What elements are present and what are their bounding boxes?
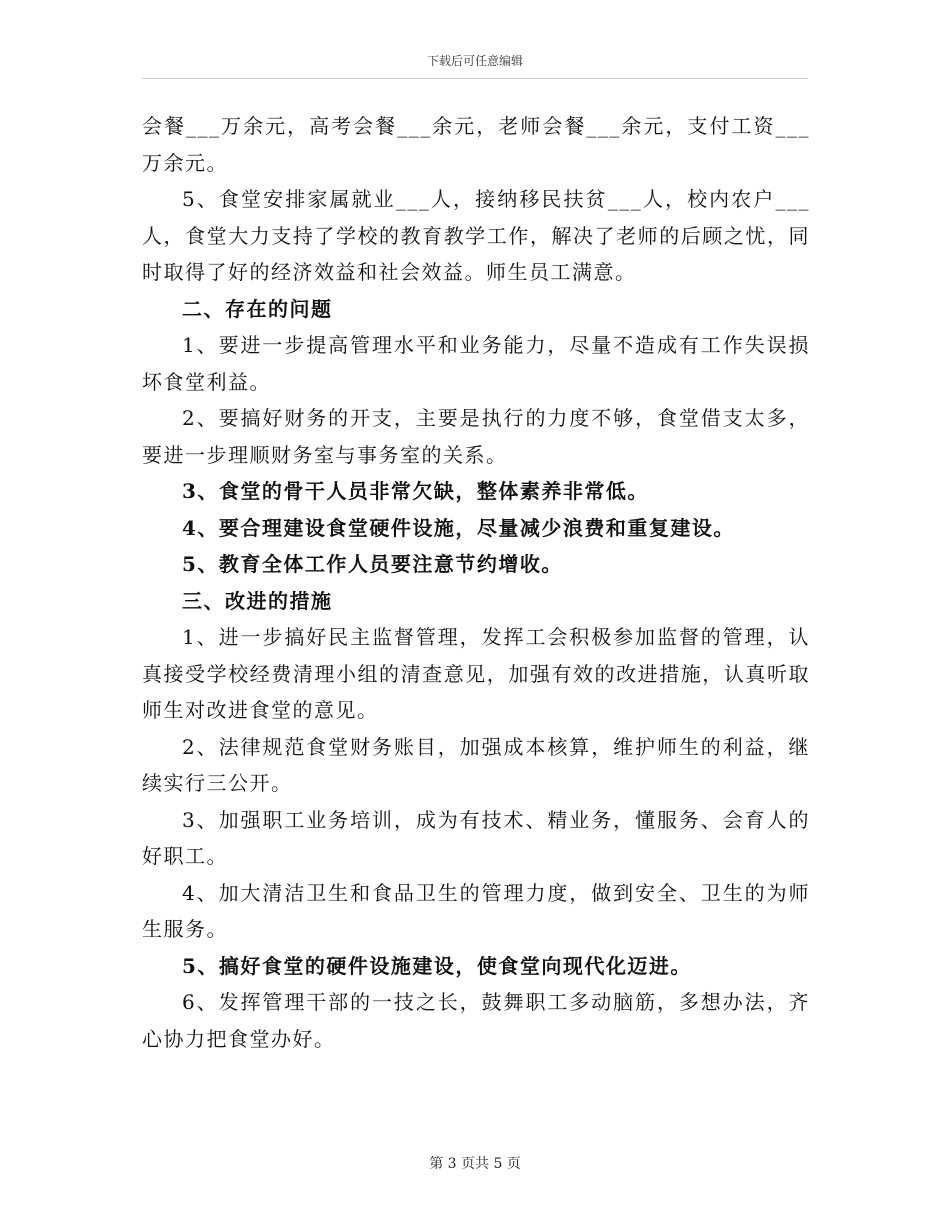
section-heading-measures: 三、改进的措施	[182, 588, 333, 613]
paragraph-measure-4: 4、加大清洁卫生和食品卫生的管理力度，做到安全、卫生的为师生服务。	[142, 880, 810, 941]
paragraph-measure-3: 3、加强职工业务培训，成为有技术、精业务，懂服务、会育人的好职工。	[142, 807, 810, 868]
paragraph-1: 会餐___万余元，高考会餐___余元，老师会餐___余元，支付工资___万余元。	[142, 114, 810, 175]
header-divider	[142, 78, 808, 79]
paragraph-measure-5: 5、搞好食堂的硬件设施建设，使食堂向现代化迈进。	[182, 953, 692, 978]
paragraph-problem-2: 2、要搞好财务的开支，主要是执行的力度不够，食堂借支太多，要进一步理顺财务室与事务室的关系。	[142, 406, 810, 467]
paragraph-problem-1: 1、要进一步提高管理水平和业务能力，尽量不造成有工作失误损坏食堂利益。	[142, 333, 810, 394]
document-body	[142, 108, 810, 1057]
page-number: 第 3 页共 5 页	[429, 1156, 521, 1172]
paragraph-measure-2: 2、法律规范食堂财务账目，加强成本核算，维护师生的利益，继续实行三公开。	[142, 734, 810, 795]
paragraph-problem-3: 3、食堂的骨干人员非常欠缺，整体素养非常低。	[182, 479, 649, 503]
paragraph-problem-4: 4、要合理建设食堂硬件设施，尽量减少浪费和重复建设。	[182, 515, 735, 540]
page-header: 下载后可任意编辑	[426, 54, 523, 68]
section-heading-problems: 二、存在的问题	[182, 296, 333, 321]
paragraph-problem-5: 5、教育全体工作人员要注意节约增收。	[182, 552, 563, 576]
paragraph-measure-6: 6、发挥管理干部的一技之长，鼓舞职工多动脑筋，多想办法，齐心协力把食堂办好。	[142, 990, 810, 1051]
paragraph-2: 5、食堂安排家属就业___人，接纳移民扶贫___人，校内农户___人，食堂大力支持了学校的教育教学工作，解决了老师的后顾之忧，同时取得了好的经济效益和社会效益。师生员工满意。	[142, 187, 810, 284]
paragraph-measure-1: 1、进一步搞好民主监督管理，发挥工会积极参加监督的管理，认真接受学校经费清理小组的清查意见，加强有效的改进措施，认真听取师生对改进食堂的意见。	[142, 625, 810, 722]
